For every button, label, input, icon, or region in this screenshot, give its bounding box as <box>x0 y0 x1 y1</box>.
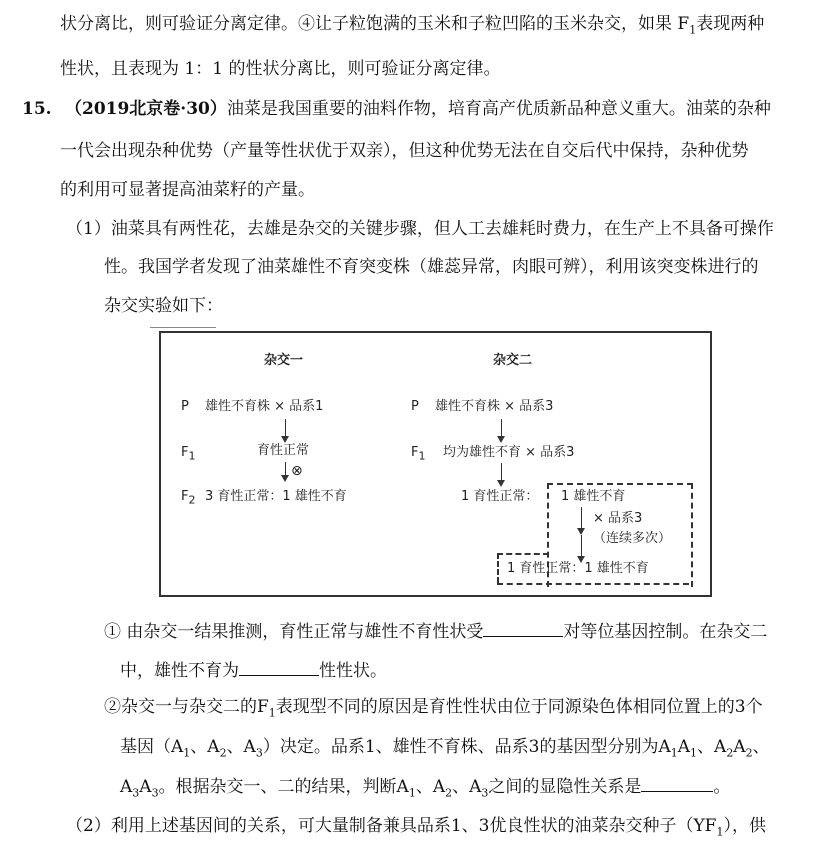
backcross-repeat: （连续多次） <box>593 531 672 546</box>
cross-1-parents: 雄性不育株 × 品系1 <box>205 399 324 414</box>
arrow-down-icon <box>581 507 582 529</box>
part-1-line-2: 性。我国学者发现了油菜雄性不育突变株（雄蕊异常，肉眼可辨），利用该突变株进行的 <box>104 257 759 277</box>
paragraph-line-1: 状分离比，则可验证分离定律。④让子粒饱满的玉米和子粒凹陷的玉米杂交，如果 $F_1$表现两种 <box>60 14 765 37</box>
p-label-2: P <box>411 399 419 414</box>
cross-2-parents: 雄性不育株 × 品系3 <box>435 399 554 414</box>
subquestion-2-line-2: 基因（$A_1$、$A_2$、$A_3$）决定。品系1、雄性不育株、品系3的基因型分别为$A_1A_1$、$A_2A_2$、 <box>120 737 770 760</box>
question-15-line-2: 一代会出现杂种优势（产量等性状优于双亲），但这种优势无法在自交后代中保持，杂种优势 <box>60 141 749 161</box>
selfing-symbol: ⊗ <box>291 463 303 479</box>
part-1-line-1: （1）油菜具有两性花，去雄是杂交的关键步骤，但人工去雄耗时费力，在生产上不具备可操作 <box>66 219 774 239</box>
answer-blank[interactable] <box>641 775 713 792</box>
cross-1-title: 杂交一 <box>264 353 304 368</box>
f1-label-2: $F_1$ <box>411 445 426 463</box>
scan-artifact-line <box>150 327 216 328</box>
arrow-down-icon <box>501 463 502 481</box>
subquestion-1-line-2: 中，雄性不育为 性性状。 <box>120 661 387 681</box>
cross-2-f1: 均为雄性不育 × 品系3 <box>443 445 575 460</box>
backcross-loop-connector <box>497 553 499 583</box>
backcross-result: 1 育性正常：1 雄性不育 <box>507 561 649 576</box>
answer-blank[interactable] <box>483 620 563 637</box>
question-source: （2019北京卷·30） <box>64 99 227 119</box>
arrow-down-icon <box>285 462 286 476</box>
cross-2-f2-left: 1 育性正常： <box>461 489 539 504</box>
cross-experiment-diagram <box>159 331 712 597</box>
backcross-loop-connector <box>497 553 549 555</box>
cross-2-f2-right: 1 雄性不育 <box>561 489 626 504</box>
question-15-line-1: 15. （2019北京卷·30）油菜是我国重要的油料作物，培育高产优质新品种意义重大。油菜的杂种 <box>22 99 771 119</box>
backcross-loop-bottom <box>497 583 689 585</box>
part-2-line-1: （2）利用上述基因间的关系，可大量制备兼具品系1、3优良性状的油菜杂交种子$(YF_1)$，供 <box>66 816 766 839</box>
cross-1-f2: 3 育性正常：1 雄性不育 <box>205 489 347 504</box>
answer-blank[interactable] <box>239 659 319 676</box>
subquestion-2-line-3: $A_3A_3$。根据杂交一、二的结果，判断$A_1$、$A_2$、$A_3$之间的显隐性关系是 。 <box>120 777 731 800</box>
arrow-down-icon <box>285 419 286 437</box>
question-15-line-3: 的利用可显著提高油菜籽的产量。 <box>60 180 315 200</box>
part-1-line-3: 杂交实验如下： <box>104 296 223 316</box>
question-number: 15. <box>22 99 52 119</box>
arrow-down-icon <box>581 535 582 557</box>
f2-label-1: $F_2$ <box>181 489 196 507</box>
subquestion-1-line-1: ① 由杂交一结果推测，育性正常与雄性不育性状受 对等位基因控制。在杂交二 <box>104 622 768 642</box>
backcross-partner: × 品系3 <box>593 511 643 526</box>
p-label-1: P <box>181 399 189 414</box>
paragraph-line-2: 性状，且表现为 1：1 的性状分离比，则可验证分离定律。 <box>60 59 501 79</box>
cross-1-f1: 育性正常 <box>257 443 310 458</box>
f1-label-1: $F_1$ <box>181 445 196 463</box>
cross-2-title: 杂交二 <box>493 353 533 368</box>
subquestion-2-line-1: ②杂交一与杂交二的$F_1$表现型不同的原因是育性性状由位于同源染色体相同位置上的3个 <box>104 697 763 720</box>
arrow-down-icon <box>501 419 502 437</box>
